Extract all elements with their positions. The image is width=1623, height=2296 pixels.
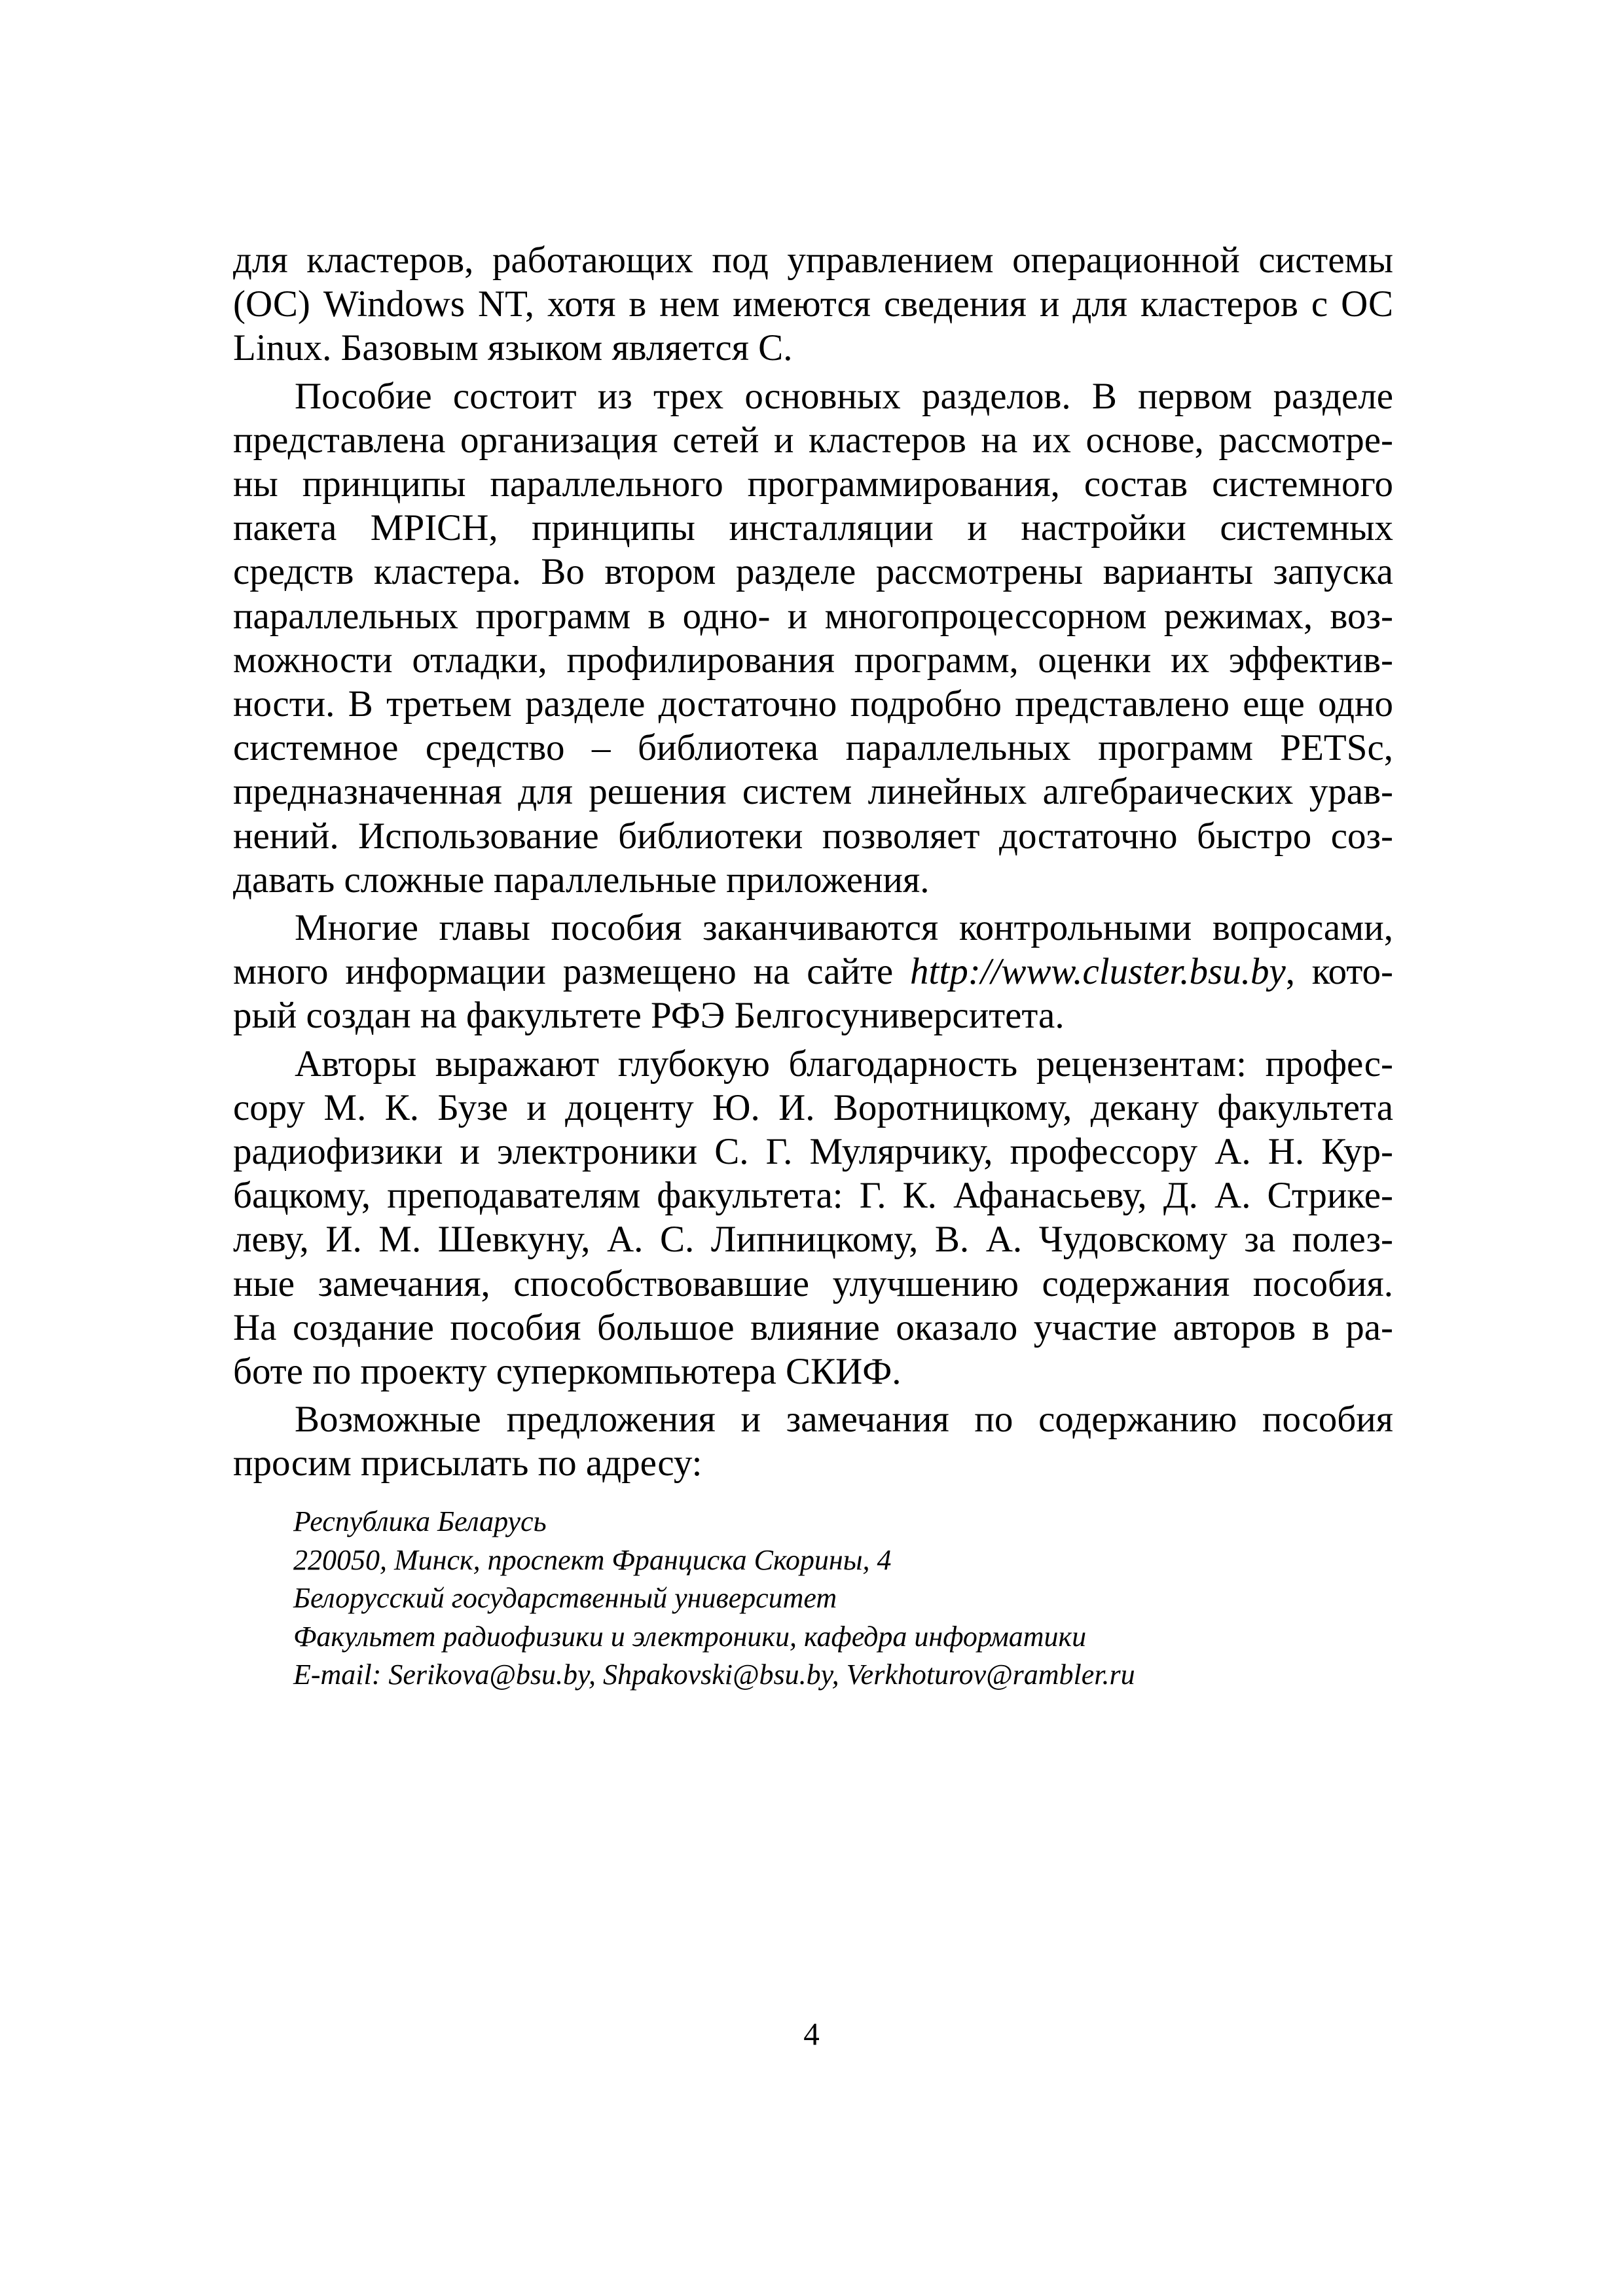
address-country: Республика Беларусь [293, 1505, 547, 1537]
text-line: На создание пособия большое влияние оказало участие авторов в ра- [233, 1306, 1393, 1348]
text-line: Пособие состоит из трех основных разделов. В первом разделе [295, 375, 1393, 417]
text-line: нений. Использование библиотеки позволяет достаточно быстро соз- [233, 815, 1393, 857]
postal-address [293, 1503, 1406, 1695]
text-line: просим присылать по адресу: [233, 1443, 702, 1484]
text-line: ные замечания, способствовавшие улучшению содержания пособия. [233, 1263, 1393, 1304]
text-line: пакета MPICH, принципы инсталляции и настройки системных [233, 507, 1393, 549]
paragraph-acknowledgements [233, 1042, 1393, 1394]
text-line: средств кластера. Во втором разделе рассмотрены варианты запуска [233, 551, 1393, 593]
text-line: леву, И. М. Шевкуну, А. С. Липницкому, В. А. Чудовскому за полез- [233, 1219, 1393, 1261]
text-line: представлена организация сетей и кластеров на их основе, рассмотре- [233, 419, 1393, 461]
body-text [233, 238, 1393, 1490]
paragraph-contact-request [233, 1397, 1393, 1485]
address-email[interactable]: E-mail: Serikova@bsu.by, Shpakovski@bsu.by, Verkhoturov@rambler.ru [293, 1659, 1135, 1691]
text-line: предназначенная для решения систем линейных алгебраических урав- [233, 771, 1393, 813]
text-fragment: много информации размещено на сайте [233, 951, 911, 993]
page-number: 4 [803, 2016, 820, 2052]
text-line: системное средство – библиотека параллельных программ PETSc, [233, 727, 1393, 769]
text-line: (ОС) Windows NT, хотя в нем имеются сведения и для кластеров с ОС [233, 283, 1393, 325]
text-line: Возможные предложения и замечания по содержанию пособия [295, 1399, 1393, 1441]
text-line: Linux. Базовым языком является С. [233, 327, 793, 369]
paragraph-structure [233, 374, 1393, 902]
text-line: боте по проекту суперкомпьютера СКИФ. [233, 1351, 902, 1393]
text-line: рый создан на факультете РФЭ Белгосуниверситета. [233, 995, 1065, 1037]
paragraph-intro [233, 238, 1393, 370]
text-line: параллельных программ в одно- и многопроцессорном режимах, воз- [233, 595, 1393, 637]
text-line: ны принципы параллельного программирования, состав системного [233, 463, 1393, 505]
text-line-with-url [233, 950, 1393, 994]
website-link[interactable]: http://www.cluster.bsu.by [910, 951, 1286, 993]
text-line: сору М. К. Бузе и доценту Ю. И. Воротницкому, декану факультета [233, 1086, 1393, 1128]
text-line: давать сложные параллельные приложения. [233, 859, 930, 901]
text-line: Многие главы пособия заканчиваются контрольными вопросами, [295, 907, 1393, 949]
text-line: для кластеров, работающих под управлением операционной системы [233, 240, 1393, 281]
paragraph-website [233, 906, 1393, 1038]
text-fragment: , кото- [1285, 951, 1393, 993]
text-line: ности. В третьем разделе достаточно подробно представлено еще одно [233, 683, 1393, 725]
text-line: радиофизики и электроники С. Г. Мулярчику, профессору А. Н. Кур- [233, 1131, 1393, 1173]
text-line: Авторы выражают глубокую благодарность рецензентам: профес- [295, 1043, 1393, 1085]
text-line: бацкому, преподавателям факультета: Г. К. Афанасьеву, Д. А. Стрике- [233, 1175, 1393, 1217]
address-street: 220050, Минск, проспект Франциска Скорины, 4 [293, 1543, 892, 1576]
address-university: Белорусский государственный университет [293, 1582, 837, 1614]
text-line: можности отладки, профилирования программ, оценки их эффектив- [233, 639, 1393, 681]
address-faculty: Факультет радиофизики и электроники, кафедра информатики [293, 1620, 1087, 1653]
